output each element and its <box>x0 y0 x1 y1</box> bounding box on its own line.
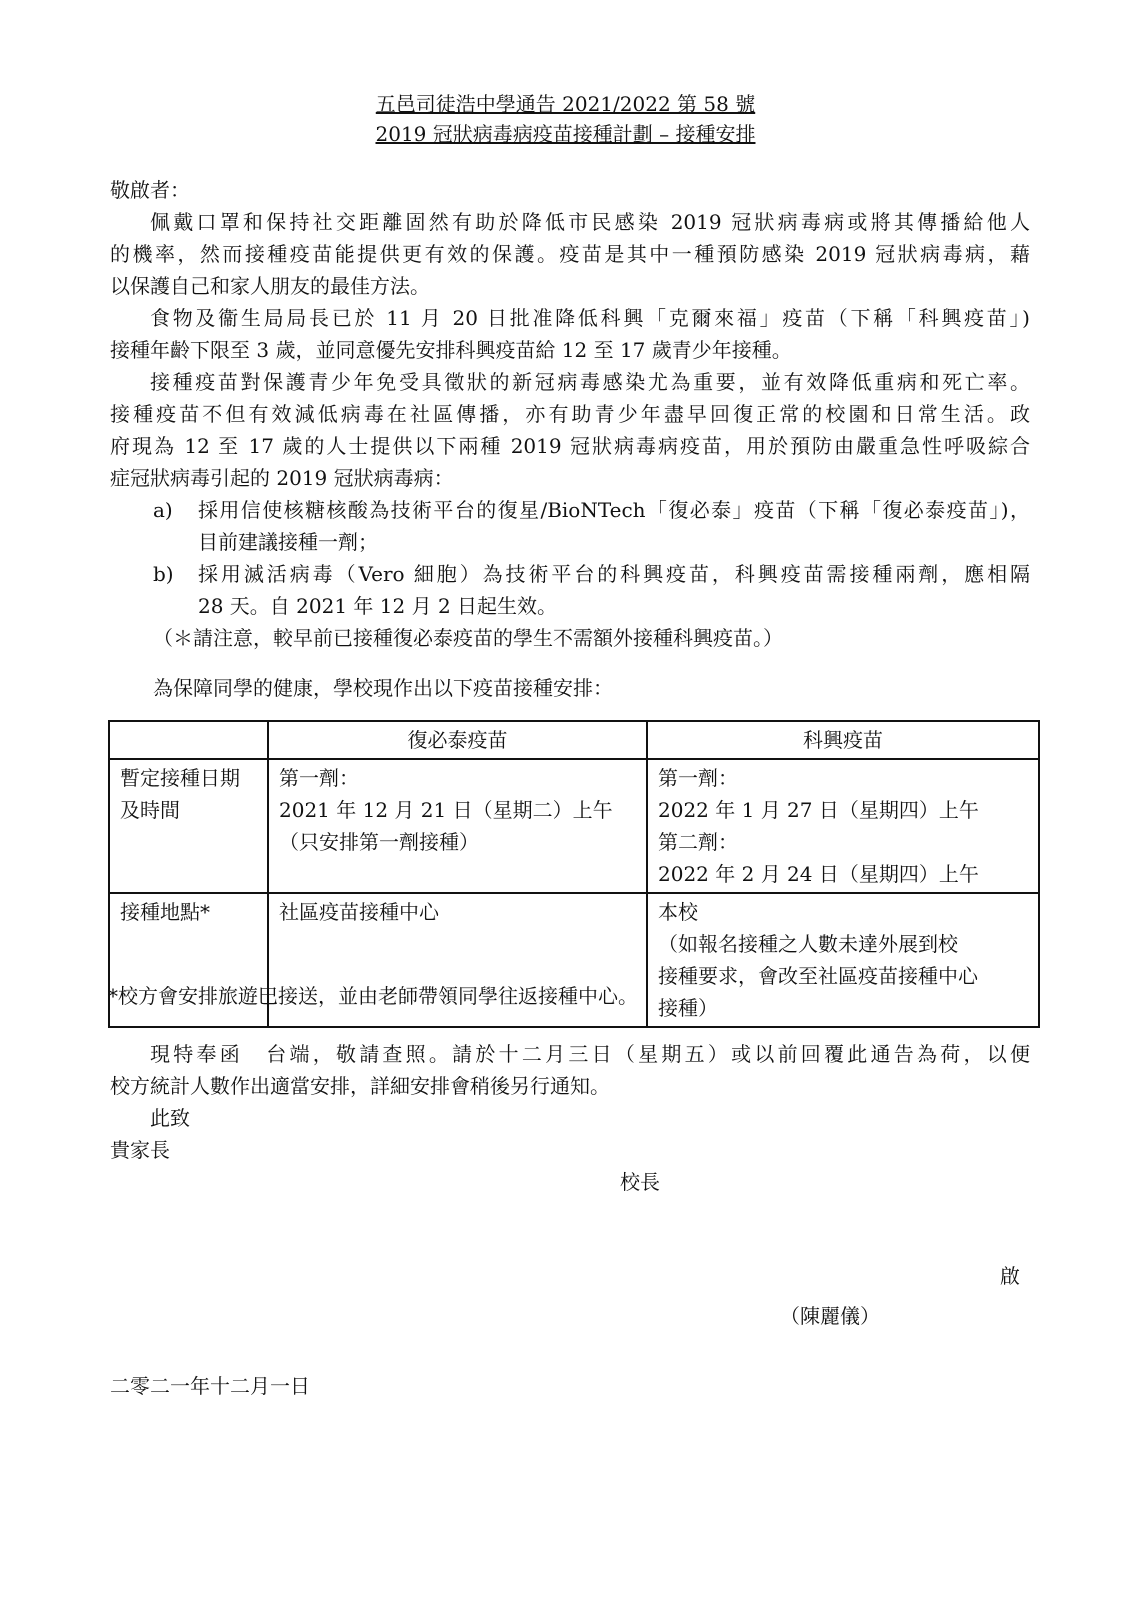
paragraph-1-line-1: 佩戴口罩和保持社交距離固然有助於降低市民感染 2019 冠狀病毒病或將其傳播給他人 <box>150 210 1030 234</box>
table-header-biontech: 復必泰疫苗 <box>268 721 647 759</box>
sinovac-location-note-3: 接種） <box>658 996 718 1020</box>
paragraph-3-line-3: 府現為 12 至 17 歲的人士提供以下兩種 2019 冠狀病毒病疫苗，用於預防由嚴重急性呼吸綜合 <box>110 434 1030 458</box>
row-label-location: 接種地點* <box>109 893 268 1027</box>
arrangement-intro: 為保障同學的健康，學校現作出以下疫苗接種安排： <box>153 676 613 700</box>
sinovac-location-note-1: （如報名接種之人數未達外展到校 <box>658 932 958 956</box>
table-row-date <box>109 759 1039 893</box>
table-header-sinovac: 科興疫苗 <box>647 721 1039 759</box>
sinovac-location-note-2: 接種要求，會改至社區疫苗接種中心 <box>658 964 978 988</box>
signature-qi: 啟 <box>1000 1264 1020 1288</box>
row-label-date-l1: 暫定接種日期 <box>120 766 240 790</box>
notice-date: 二零二一年十二月一日 <box>110 1374 310 1398</box>
item-b-label: b) <box>153 562 174 586</box>
item-a-label: a) <box>153 498 173 522</box>
cell-biontech-date <box>268 759 647 893</box>
biontech-dose-note: （只安排第一劑接種） <box>279 830 479 854</box>
table-header-row <box>109 721 1039 759</box>
row-label-date <box>109 759 268 893</box>
sinovac-dose-1-date: 2022 年 1 月 27 日（星期四）上午 <box>658 798 979 822</box>
paragraph-3-line-1: 接種疫苗對保護青少年免受具徵狀的新冠病毒感染尤為重要，並有效降低重病和死亡率。 <box>150 370 1030 394</box>
paragraph-1-line-3: 以保護自己和家人朋友的最佳方法。 <box>110 274 430 298</box>
table-header-empty <box>109 721 268 759</box>
closing-cizhi: 此致 <box>150 1106 190 1130</box>
paragraph-2-line-1: 食物及衞生局局長已於 11 月 20 日批准降低科興「克爾來福」疫苗（下稱「科興疫苗」) <box>150 306 1030 330</box>
paragraph-3-line-2: 接種疫苗不但有效減低病毒在社區傳播，亦有助青少年盡早回復正常的校園和日常生活。政 <box>110 402 1030 426</box>
greeting: 敬啟者： <box>110 178 190 202</box>
paragraph-3-line-4: 症冠狀病毒引起的 2019 冠狀病毒病： <box>110 466 454 490</box>
biontech-dose-1-label: 第一劑： <box>279 766 359 790</box>
paragraph-1-line-2: 的機率，然而接種疫苗能提供更有效的保護。疫苗是其中一種預防感染 2019 冠狀病毒病，藉 <box>110 242 1030 266</box>
cell-biontech-location: 社區疫苗接種中心 <box>268 893 647 1027</box>
notice-title: 五邑司徒浩中學通告 2021/2022 第 58 號 <box>375 92 756 116</box>
sinovac-dose-1-label: 第一劑： <box>658 766 738 790</box>
item-a-line-1: 採用信使核糖核酸為技術平台的復星/BioNTech「復必泰」疫苗（下稱「復必泰疫苗」)， <box>198 498 1030 522</box>
item-b-line-2: 28 天。自 2021 年 12 月 2 日起生效。 <box>198 594 558 618</box>
row-label-date-l2: 及時間 <box>120 798 180 822</box>
closing-line-1: 現特奉函 台端，敬請查照。請於十二月三日（星期五）或以前回覆此通告為荷，以便 <box>150 1042 1030 1066</box>
paragraph-2-line-2: 接種年齡下限至 3 歲，並同意優先安排科興疫苗給 12 至 17 歲青少年接種。 <box>110 338 792 362</box>
closing-recipient: 貴家長 <box>110 1138 170 1162</box>
item-b-line-1: 採用滅活病毒（Vero 細胞）為技術平台的科興疫苗，科興疫苗需接種兩劑，應相隔 <box>198 562 1030 586</box>
item-a-line-2: 目前建議接種一劑； <box>198 530 378 554</box>
table-footnote: *校方會安排旅遊巴接送，並由老師帶領同學往返接種中心。 <box>108 984 638 1008</box>
signature-name: （陳麗儀） <box>780 1304 880 1328</box>
vaccine-note: （＊請注意，較早前已接種復必泰疫苗的學生不需額外接種科興疫苗。） <box>153 626 783 650</box>
sinovac-dose-2-label: 第二劑： <box>658 830 738 854</box>
biontech-dose-1-date: 2021 年 12 月 21 日（星期二）上午 <box>279 798 613 822</box>
closing-line-2: 校方統計人數作出適當安排，詳細安排會稍後另行通知。 <box>110 1074 610 1098</box>
notice-subtitle: 2019 冠狀病毒病疫苗接種計劃 – 接種安排 <box>375 122 756 146</box>
signature-role: 校長 <box>620 1170 660 1194</box>
sinovac-location: 本校 <box>658 900 698 924</box>
cell-sinovac-date <box>647 759 1039 893</box>
sinovac-dose-2-date: 2022 年 2 月 24 日（星期四）上午 <box>658 862 979 886</box>
